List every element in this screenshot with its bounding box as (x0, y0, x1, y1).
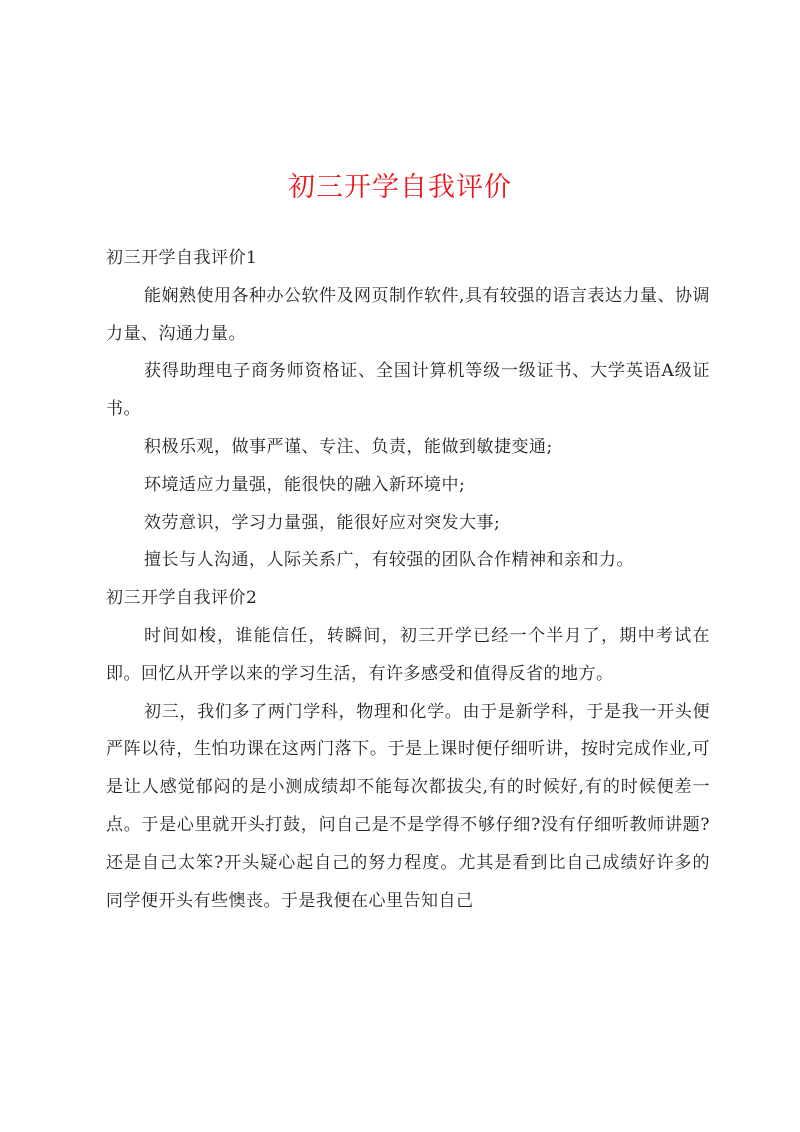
paragraph: 擅长与人沟通，人际关系广，有较强的团队合作精神和亲和力。 (144, 550, 634, 571)
paragraph: 获得助理电子商务师资格证、全国计算机等级一级证书、大学英语A级证书。 (106, 361, 710, 420)
section-heading: 初三开学自我评价2 (106, 588, 258, 609)
paragraph: 环境适应力量强，能很快的融入新环境中; (144, 474, 466, 495)
paragraph: 时间如梭，谁能信任，转瞬间，初三开学已经一个半月了，期中考试在即。回忆从开学以来的学习生活，有许多感受和值得反省的地方。 (106, 625, 710, 684)
paragraph: 初三，我们多了两门学科，物理和化学。由于是新学科，于是我一开头便严阵以待，生怕功课在这两门落下。于是上课时便仔细听讲，按时完成作业,可是让人感觉郁闷的是小测成绩却不能每次都拔尖,有的时候好,有的时候便差一点。于是心里就开头打鼓，问自己是不是学得不够仔细?没有仔细听教师讲题?还是自己太笨?开头疑心起自己的努力程度。尤其是看到比自己成绩好许多的同学便开头有些懊丧。于是我便在心里告知自己 (106, 701, 710, 911)
paragraph: 能娴熟使用各种办公软件及网页制作软件,具有较强的语言表达力量、协调力量、沟通力量。 (106, 285, 710, 344)
paragraph: 效劳意识，学习力量强，能很好应对突发大事; (144, 512, 501, 533)
paragraph: 积极乐观，做事严谨、专注、负责，能做到敏捷变通; (144, 436, 553, 457)
document-body (106, 240, 710, 920)
document-title: 初三开学自我评价 (288, 172, 512, 203)
section-heading: 初三开学自我评价1 (106, 248, 258, 268)
